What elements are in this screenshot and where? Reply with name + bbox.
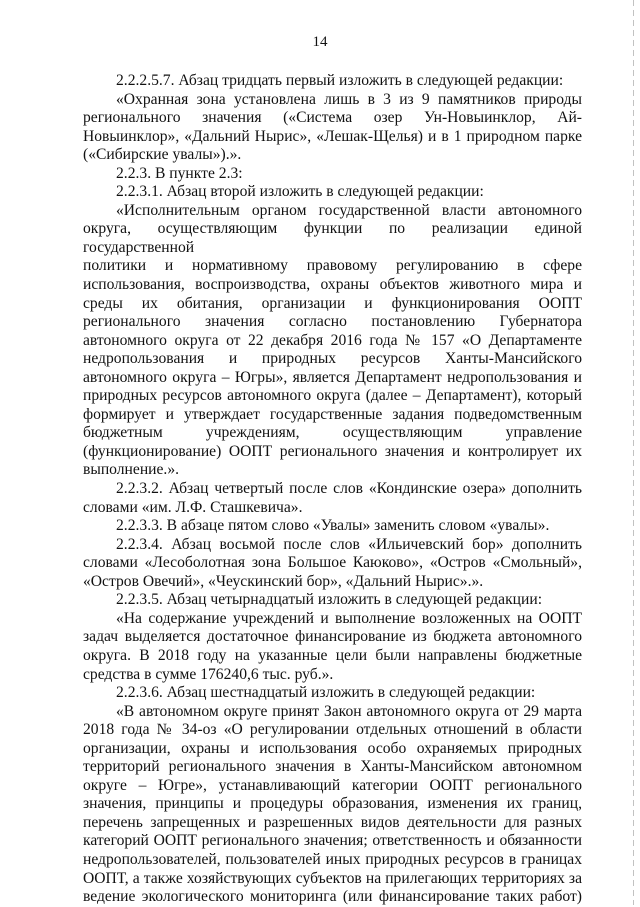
text-line: 2018 года № 34-оз «О регулировании отдельных отношений в области (83, 721, 582, 739)
text-line: недропользователей, пользователей иных природных ресурсов в границах (83, 850, 582, 868)
text-line: бюджетным учреждениям, осуществляющим управление (83, 424, 582, 442)
text-line: 2.2.3.4. Абзац восьмой после слов «Ильичевский бор» дополнить (116, 535, 582, 553)
text-line: природных ресурсов автономного округа (далее – Департамент), который (83, 387, 582, 405)
text-line: округе – Югре», устанавливающий категории ООПТ регионального (83, 776, 582, 794)
text-line: задач выделяется достаточное финансирование из бюджета автономного (83, 628, 582, 646)
text-line: регионального значения согласно постановлению Губернатора (83, 313, 582, 331)
text-line: регионального значения («Система озер Ун-Новыинклор, Ай- (83, 109, 582, 127)
text-line: 2.2.3.2. Абзац четвертый после слов «Кондинские озера» дополнить (116, 480, 582, 498)
text-line: категорий ООПТ регионального значения; ответственность и обязанности (83, 832, 582, 850)
text-line: 2.2.3.3. В абзаце пятом слово «Увалы» заменить словом «увалы». (116, 517, 550, 535)
text-line: территорий регионального значения в Ханты-Мансийском автономном (83, 758, 582, 776)
text-line: 2.2.3. В пункте 2.3: (116, 164, 243, 182)
text-line: политики и нормативному правовому регулированию в сфере (83, 257, 582, 275)
text-line: округа. В 2018 году на указанные цели были направлены бюджетные (83, 646, 582, 664)
text-line: формирует и утверждает государственные задания подведомственным (83, 405, 582, 423)
text-line: Новыинклор», «Дальний Нырис», «Лешак-Щелья) и в 1 природном парке (83, 127, 582, 145)
text-line: среды их обитания, организации и функционирования ООПТ (83, 294, 582, 312)
text-line: («Сибирские увалы»).». (83, 146, 242, 164)
text-line: 2.2.2.5.7. Абзац тридцать первый изложить в следующей редакции: (116, 72, 564, 89)
text-line: автономного округа – Югры», является Департамент недропользования и (83, 368, 582, 386)
text-line: «Остров Овечий», «Чеускинский бор», «Дальний Нырис».». (83, 572, 484, 590)
text-line: (функционирование) ООПТ регионального значения и контролирует их (83, 442, 582, 460)
text-line: словами «Лесоболотная зона Большое Каюково», «Остров «Смольный», (83, 554, 582, 572)
text-line: «В автономном округе принят Закон автономного округа от 29 марта (116, 702, 582, 720)
text-line: «Исполнительным органом государственной власти автономного (116, 201, 582, 219)
text-line: «На содержание учреждений и выполнение возложенных на ООПТ (116, 609, 582, 627)
text-line: перечень запрещенных и разрешенных видов деятельности для разных (83, 813, 582, 831)
text-line: словами «им. Л.Ф. Сташкевича». (83, 498, 303, 516)
text-line: выполнение.». (83, 461, 180, 479)
text-line: средства в сумме 176240,6 тыс. руб.». (83, 665, 334, 683)
text-line: округа, осуществляющим функции по реализации единой государственной (83, 220, 582, 256)
text-line: 2.2.3.1. Абзац второй изложить в следующей редакции: (116, 183, 484, 201)
text-line: «Охранная зона установлена лишь в 3 из 9 памятников природы (116, 90, 582, 108)
text-line: 2.2.3.5. Абзац четырнадцатый изложить в следующей редакции: (116, 591, 543, 609)
text-line: организации, охраны и использования особо охраняемых природных (83, 739, 582, 757)
text-line: использования, воспроизводства, охраны объектов животного мира и (83, 276, 582, 294)
page-number: 14 (312, 34, 328, 50)
document-body (83, 72, 582, 907)
scan-edge-line (633, 0, 634, 905)
text-line: 2.2.3.6. Абзац шестнадцатый изложить в следующей редакции: (116, 684, 536, 702)
text-line: автономного округа от 22 декабря 2016 года № 157 «О Департаменте (83, 331, 582, 349)
text-line: недропользования и природных ресурсов Ханты-Мансийского (83, 350, 582, 368)
text-line: ведение экологического мониторинга (или финансирование таких работ) (83, 888, 582, 906)
text-line: ООПТ, а также хозяйствующих субъектов на прилегающих территориях за (83, 869, 582, 887)
text-line: значения, принципы и процедуры образования, изменения их границ, (83, 795, 582, 813)
